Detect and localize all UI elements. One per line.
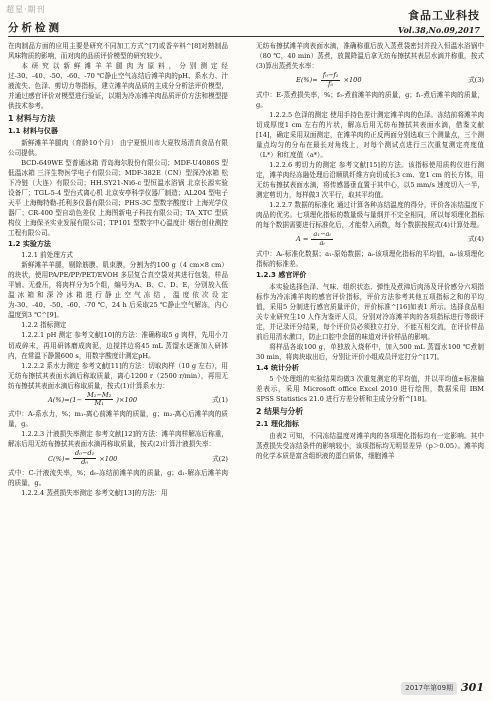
eq-lhs: C(%)= xyxy=(48,454,70,463)
eq-tail: ×100 xyxy=(99,454,118,463)
equation-4 xyxy=(256,231,484,248)
equation-2 xyxy=(8,450,228,467)
equation-note: 式中：A-系水力，%；m₁-离心前滩羊肉的质量，g；m₂-离心后滩羊肉的质量，g。 xyxy=(8,410,228,429)
eq-tail: ×100 xyxy=(343,76,362,85)
eq-fraction xyxy=(85,392,113,409)
equation-note: 式中：Aᵢ-标准化数据；a₁-原始数据；aᵢ-该项理化指标的平均值，aᵢ-该项理化指标的标准差。 xyxy=(256,249,484,268)
eq-denominator: d₀ xyxy=(81,458,89,467)
right-column xyxy=(256,41,484,679)
eq-number: 式(3) xyxy=(468,76,484,85)
subsection-heading: 1.2.3 感官评价 xyxy=(256,270,307,279)
subsection-heading: 1.2 实验方法 xyxy=(8,239,51,248)
paragraph: 由表2 可知，不同冻结温度对滩羊肉的各项理化指标均有一定影响。其中蒸煮损失受冻结条件的影响较小，该项指标均无明显差异（p＞0.05）。滩羊肉的化学本质是富含组织液的蛋白质体，细胞滩羊 xyxy=(256,431,484,460)
paragraph: 1.2.2.1 pH 测定 参考文献[10]的方法：准确称取5 g 肉样，先用小刀切成碎末，再用研钵磨成肉泥，边搅拌边将45 mL 蒸馏水逐渐加入研钵内，在常温下静置600 s，用数字酸度计测定pH。 xyxy=(8,331,228,360)
paragraph: 无纺布擦拭滩羊肉表面水滴，准确称重后放入蒸煮袋密封并投入恒温水浴锅中（80 ℃，40 min）蒸煮，放置降温后拿无纺布擦拭其表层水滴并称重，按式(3)算出蒸煮失水率： xyxy=(256,42,484,71)
eq-paren: ( xyxy=(69,395,73,404)
eq-term: 1− xyxy=(72,395,83,404)
paragraph: 新鲜滩羊羊腿肉（育龄10个月） 由宁夏银川市大夏牧场清真食品有限公司提供。 xyxy=(8,138,228,157)
equation-note: 式中：E-蒸煮损失率，%；f₀-煮前滩羊肉的质量，g；f₁-煮后滩羊肉的质量，g。 xyxy=(256,90,484,109)
subsection-heading: 2.1 理化指标 xyxy=(256,420,299,429)
paragraph: 本研究以新鲜滩羊羊腿肉为原料，分别测定经过-30、-40、-50、-60、-70 ℃静止空气冻结后滩羊肉的pH、系水力、汁液流失、色泽、剪切力等指标，建立滩羊肉品质的主成分分析法评价模型，并通过感官评价对模型进行验证，以期为冷冻滩羊肉品质评价方法和模型提供技术参考。 xyxy=(8,62,228,111)
eq-number: 式(1) xyxy=(212,395,228,404)
paragraph: 1.2.2.4 蒸煮损失率测定 参考文献[13]的方法：用 xyxy=(21,489,168,498)
paragraph: 5 个处理组的实验结果均做3 次重复测定的平均值，并以平均值±标准偏差表示，采用 Microsoft office Excel 2010 进行绘图，数据采用 IBM SPSS Statistics 21.0 进行方差分析和主成分分析^[18]。 xyxy=(256,375,484,404)
equation-note: 式中：C-汁液流失率，%；d₀-冻结前滩羊肉的质量，g；d₁-解冻后滩羊肉的质量，g。 xyxy=(8,469,228,488)
paragraph: 本实验选择色泽、气味、组织状态、弹性及煮沸后肉汤及评价感分六项指标作为冷冻滩羊肉的感官评价指标，评价方法参考其他五项指标之和的平均值，采用5 分制进行感官质量评价，评价标准^[16]如表1 所示。选择食品相关专业研究生10 人作为鉴评人员，分别对冷冻滩羊肉的各项指标进行等级评定，并记录评分结果，每个评价员必须独立打分，不能互相交流，在评价样品前后用清水漱口，防止口腔中余留的味道对评价样品的影响。 xyxy=(256,282,484,341)
page-number: 301 xyxy=(461,681,484,695)
eq-numerator: d₀−d₁ xyxy=(74,449,95,458)
volume-info: Vol.38,No.09,2017 xyxy=(397,25,480,35)
eq-denominator: aᵢ xyxy=(319,238,325,247)
paragraph: 在肉制品方面的应用主要是研究不同加工方式^[7]或香辛料^[8]对熟制品风味物质的影响，而对肉的品质评价模型的研究较少。 xyxy=(8,42,228,61)
eq-fraction xyxy=(73,450,96,467)
eq-numerator: a₁−aᵢ xyxy=(313,230,331,239)
equation-1 xyxy=(8,392,228,409)
left-column xyxy=(8,41,228,686)
paragraph: 将样品各取100 g，单独放入烧杯中，加入500 mL 蒸馏水100 ℃煮制30 min，将肉块取出后，分别让评价小组成员评定打分^[17]。 xyxy=(256,342,484,361)
eq-denominator: M₁ xyxy=(94,399,104,408)
eq-fraction xyxy=(321,72,341,89)
paragraph: 1.2.2.3 汁液损失率测定 参考文献[12]的方法：滩羊肉样解冻后称重，解冻后用无纺布擦拭其表面水滴再称取质量，按式(2)计算汁液损失率： xyxy=(8,430,228,449)
subsection-heading: 1.1 材料与仪器 xyxy=(8,126,58,135)
page-footer xyxy=(401,680,484,697)
paragraph-heading: 1.2.1 前处理方式 xyxy=(21,251,74,260)
paragraph: 新鲜滩羊羊腿，剔除筋膜、肌束膜，分割为约100 g（4 cm×8 cm）的块状，使用PA/PE/PP/PET/EVOH 多层复合真空袋对其进行包装，样品平铺、无叠压，将肉样分为5个组，编号为A、B、C、D、E，分别放入低温冰箱和深冷冰箱进行静止空气冻结，温度依次设定为-30、-40、-50、-60、-70 ℃，24 h 后采取25 ℃静止空气解冻，内心温度到3 ℃^[9]。 xyxy=(8,261,228,320)
watermark-text: 超星·期刊 xyxy=(6,5,46,14)
paragraph: BCD-649WE 型普通冰箱 青岛海尔股份有限公司；MDF-U4086S 型低温冰箱 三洋生物医学电子有限公司；MDF-382E（CN）型深冷冰箱 松下冷链（大连）有限公司；HH.SY21-Ni6-c 型恒温水浴锅 北京长源实验设备厂；TGL-5-4 型台式离心机 北京安亭科学仪器厂制造；AL204 型电子天平 上海梅特勒-托利多仪器有限公司；PHS-3C 型数字酸度计 上海光学仪器厂；CR-400 型自动色差仪 上海图新电子科技有限公司；TA_XTC 型质构仪 上海保圣实业发展有限公司；TP101 型数字中心温度计 烟台创业测控工程有限公司。 xyxy=(8,158,228,237)
eq-lhs: A(%)= xyxy=(48,395,70,404)
subsection-heading: 1.4 统计分析 xyxy=(256,363,299,372)
eq-numerator: M₁−M₂ xyxy=(87,390,112,399)
header-rule xyxy=(8,36,484,37)
equation-3 xyxy=(256,72,484,89)
eq-number: 式(2) xyxy=(212,454,228,463)
paragraph: 1.2.2.7 数据的标准化 通过计算各种冻结温度的得分，评价各冻结温度下肉品的优劣。七项理化指标的数量级与量纲并不完全相同，所以每项理化指标的每个数据需要进行标准化后，才能带入函数，每个数据按照式(4)计算处理。 xyxy=(256,201,484,230)
journal-logo: 食品工业科技 xyxy=(408,9,480,22)
section-heading: 2 结果与分析 xyxy=(256,407,304,417)
eq-numerator: f₀−f₁ xyxy=(322,71,339,80)
eq-lhs: A = xyxy=(296,235,309,244)
issue-badge: 2017年第09期 xyxy=(401,682,457,695)
paragraph-heading: 1.2.2 指标测定 xyxy=(21,321,67,330)
eq-tail: )×100 xyxy=(116,395,138,404)
section-heading: 1 材料与方法 xyxy=(8,114,56,124)
paragraph: 1.2.2.2 系水力测定 参考文献[11]的方法：切取肉样（10 g 左右），用无纺布擦拭其表面水滴后称取质量，离心1200 r（2500 r/min），再用无纺布擦拭其表面水滴后称取质量，按式(1)计算系水力： xyxy=(8,361,228,390)
paragraph: 1.2.2.6 剪切力的测定 参考文献[15]的方法。该指标使用质构仪进行测定，滩羊肉经冻融处理后沿顺肌纤维方向切成长3 cm、宽1 cm 的长方体，用无纺布擦拭表面水滴，将传感器垂直置于其中心，以5 mm/s 速度切入一半，测定剪切力，每样做3 次平行，取其平均值。 xyxy=(256,160,484,200)
eq-number: 式(4) xyxy=(468,235,484,244)
section-title: 分析检测 xyxy=(8,22,62,34)
eq-lhs: E(%)= xyxy=(296,76,318,85)
paragraph: 1.2.2.5 色泽的测定 使用手持色差计测定滩羊肉的色泽。冻结前将滩羊肉切成厚度1 cm 左右的片状，解冻后用无纺布擦拭其表面水滴，借鉴文献[14]，确定采用双面测定，在滩羊肉的正反两面分别选取三个测量点，三个测量点均匀的分布在最长对角线上，对每个测试点进行三次重复测定亮度值（L*）和红度值（a*）。 xyxy=(256,110,484,159)
eq-fraction xyxy=(311,231,332,248)
eq-denominator: f₀ xyxy=(328,79,334,88)
